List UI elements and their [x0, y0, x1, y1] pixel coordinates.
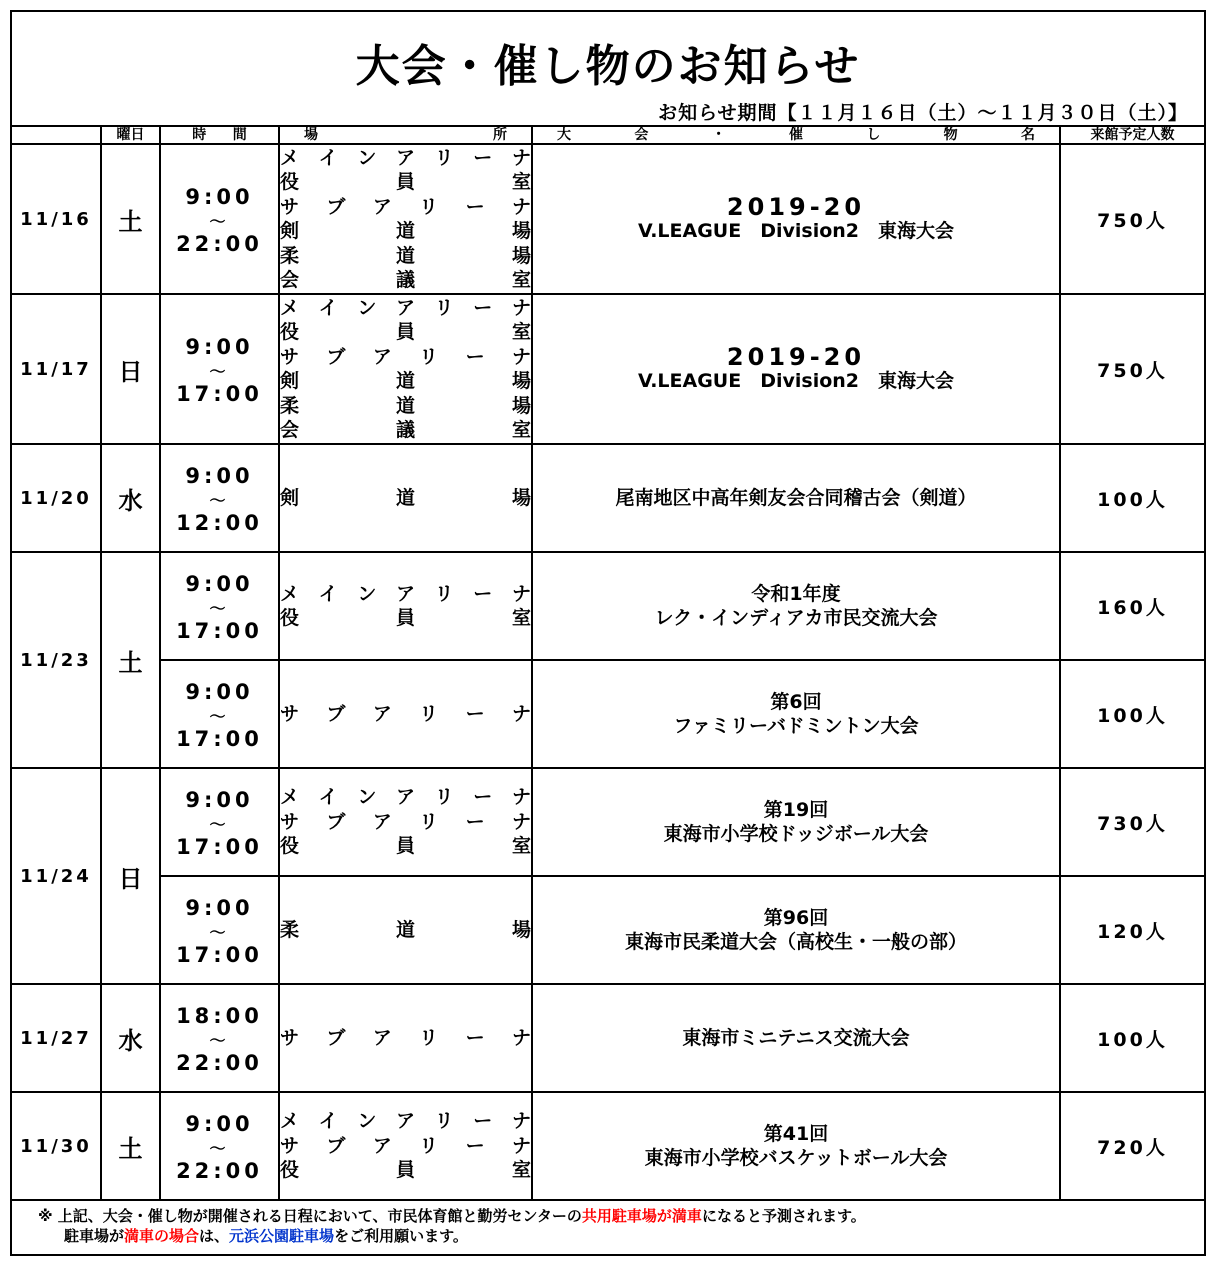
day-of-week-cell: 日	[101, 768, 160, 984]
place-char: リ	[434, 786, 454, 809]
place-char: ー	[465, 1026, 485, 1049]
attendance-cell: 120人	[1060, 876, 1204, 984]
place-char: 剣	[280, 486, 300, 509]
notice-text: をご利用願います。	[334, 1227, 468, 1245]
event-line: 2019-20	[726, 193, 866, 221]
place-char: ー	[465, 810, 485, 833]
event-name-cell	[532, 768, 1060, 876]
place-name	[280, 418, 531, 443]
place-name	[280, 810, 531, 835]
table-row	[12, 144, 1204, 294]
place-name	[280, 394, 531, 419]
place-name	[280, 244, 531, 269]
time-range	[161, 1108, 278, 1185]
place-name	[280, 369, 531, 394]
place-char: 柔	[280, 918, 300, 941]
attendance-cell: 750人	[1060, 144, 1204, 294]
place-char: 議	[395, 269, 415, 291]
event-line: 2019-20	[726, 343, 866, 371]
attendance-cell: 100人	[1060, 660, 1204, 768]
table-row	[12, 660, 1204, 768]
header-char: し	[866, 127, 881, 143]
place-char: イ	[318, 582, 338, 605]
place-char: 場	[511, 370, 531, 392]
end-time: 22:00	[176, 1158, 263, 1183]
place-char: ナ	[511, 786, 531, 809]
place-char: ア	[395, 1110, 415, 1133]
place-char: 道	[395, 486, 415, 509]
event-line: 東海市小学校ドッジボール大会	[663, 823, 929, 845]
place-char: 員	[395, 171, 415, 193]
table-row	[12, 294, 1204, 444]
place-char: 員	[395, 607, 415, 629]
place-name	[280, 486, 531, 511]
start-time: 9:00	[185, 334, 254, 359]
day-of-week-cell: 土	[101, 552, 160, 768]
event-line: V.LEAGUE Division2 東海大会	[637, 220, 955, 242]
date-cell: 11/27	[12, 984, 101, 1092]
place-char: ン	[357, 146, 377, 169]
place-char: ア	[395, 296, 415, 319]
place-char: 道	[395, 244, 415, 267]
place-name	[280, 268, 531, 293]
header-char: 時	[192, 127, 207, 143]
event-line: ファミリーバドミントン大会	[673, 715, 919, 737]
end-time: 17:00	[176, 381, 263, 406]
end-time: 22:00	[176, 1050, 263, 1075]
header-char: 間	[232, 127, 247, 143]
time-separator: ～	[209, 598, 230, 618]
time-cell	[160, 552, 279, 660]
start-time: 9:00	[185, 787, 254, 812]
parking-notice	[38, 1206, 866, 1246]
place-char: ナ	[511, 146, 531, 169]
place-char: ー	[473, 146, 493, 169]
place-char: ナ	[511, 1026, 531, 1049]
place-name	[280, 146, 531, 171]
place-char: ー	[465, 195, 485, 218]
place-char: リ	[419, 810, 439, 833]
place-char: ア	[395, 582, 415, 605]
time-cell	[160, 660, 279, 768]
place-char: メ	[280, 582, 300, 605]
time-separator: ～	[209, 211, 230, 231]
day-of-week-cell: 土	[101, 144, 160, 294]
place-char: メ	[280, 786, 300, 809]
attendance-cell: 720人	[1060, 1092, 1204, 1200]
place-name	[280, 785, 531, 810]
place-name	[280, 1158, 531, 1183]
attendance-cell: 100人	[1060, 984, 1204, 1092]
place-char: 員	[395, 321, 415, 343]
place-char: ナ	[511, 1134, 531, 1157]
place-char: メ	[280, 296, 300, 319]
start-time: 18:00	[176, 1003, 263, 1028]
place-char: 役	[280, 171, 300, 193]
place-char: 員	[395, 835, 415, 858]
place-char: リ	[419, 1134, 439, 1157]
place-name	[280, 320, 531, 345]
header-place	[279, 126, 532, 144]
end-time: 17:00	[176, 942, 263, 967]
table-header-row	[12, 126, 1204, 144]
header-char: 会	[634, 127, 649, 143]
place-char: 場	[511, 244, 531, 267]
event-name-cell	[532, 552, 1060, 660]
place-char: 室	[511, 607, 531, 629]
time-separator: ～	[209, 922, 230, 942]
place-char: ア	[372, 1026, 392, 1049]
place-char: 議	[395, 419, 415, 441]
place-char: ブ	[326, 810, 346, 833]
place-char: ア	[372, 702, 392, 725]
place-char: メ	[280, 1110, 300, 1133]
place-char: リ	[434, 1110, 454, 1133]
attendance-cell: 160人	[1060, 552, 1204, 660]
place-cell	[279, 444, 532, 552]
time-range	[161, 1000, 278, 1077]
notice-line-2	[38, 1226, 866, 1246]
start-time: 9:00	[185, 679, 254, 704]
notice-text: は、	[199, 1227, 230, 1245]
place-name	[280, 219, 531, 244]
place-char: ナ	[511, 345, 531, 368]
event-name-cell	[532, 444, 1060, 552]
header-char: 大	[557, 127, 571, 143]
time-separator: ～	[209, 814, 230, 834]
place-name	[280, 170, 531, 195]
time-range	[161, 892, 278, 969]
event-line: 第41回	[763, 1123, 829, 1145]
place-char: ー	[465, 702, 485, 725]
place-char: イ	[318, 786, 338, 809]
place-char: ブ	[326, 1134, 346, 1157]
start-time: 9:00	[185, 1111, 254, 1136]
time-cell	[160, 768, 279, 876]
notice-text: 駐車場が	[64, 1227, 125, 1245]
table-row	[12, 768, 1204, 876]
event-name-cell	[532, 984, 1060, 1092]
page-title: 大会・催し物のお知らせ	[355, 41, 861, 92]
end-time: 12:00	[176, 510, 263, 535]
header-char: 催	[788, 127, 803, 143]
place-name	[280, 834, 531, 859]
place-char: ー	[473, 1110, 493, 1133]
place-char: 室	[511, 321, 531, 343]
place-char: ブ	[326, 702, 346, 725]
event-line: レク・インディアカ市民交流大会	[654, 607, 938, 629]
date-cell: 11/24	[12, 768, 101, 984]
place-char: ア	[395, 146, 415, 169]
time-cell	[160, 876, 279, 984]
notice-highlight-blue: 元浜公園駐車場	[229, 1227, 335, 1245]
place-char: 室	[511, 1159, 531, 1182]
place-char: 道	[395, 220, 415, 242]
place-char: 柔	[280, 244, 300, 267]
place-name	[280, 1026, 531, 1051]
place-char: ナ	[511, 582, 531, 605]
place-char: ー	[473, 582, 493, 605]
place-char: サ	[280, 1134, 300, 1157]
place-char: ン	[357, 1110, 377, 1133]
place-char: 役	[280, 607, 300, 629]
time-range	[161, 676, 278, 753]
end-time: 17:00	[176, 618, 263, 643]
place-char: 剣	[280, 370, 300, 392]
place-char: リ	[419, 1026, 439, 1049]
place-name	[280, 345, 531, 370]
place-char: リ	[419, 345, 439, 368]
time-cell	[160, 1092, 279, 1200]
event-name-cell	[532, 144, 1060, 294]
time-separator: ～	[209, 706, 230, 726]
event-name-cell	[532, 294, 1060, 444]
place-char: リ	[419, 702, 439, 725]
place-char: リ	[419, 195, 439, 218]
day-of-week-cell: 水	[101, 444, 160, 552]
place-char: 柔	[280, 394, 300, 417]
day-of-week-cell: 土	[101, 1092, 160, 1200]
time-cell	[160, 984, 279, 1092]
start-time: 9:00	[185, 463, 254, 488]
time-range	[161, 181, 278, 258]
event-name-cell	[532, 660, 1060, 768]
header-date	[12, 126, 101, 144]
header-char: 名	[1020, 127, 1035, 143]
notice-frame	[10, 10, 1206, 1256]
place-cell	[279, 660, 532, 768]
date-cell: 11/30	[12, 1092, 101, 1200]
event-line: 東海市小学校バスケットボール大会	[644, 1147, 948, 1169]
place-char: サ	[280, 702, 300, 725]
place-char: サ	[280, 195, 300, 218]
place-char: リ	[434, 296, 454, 319]
time-cell	[160, 444, 279, 552]
header-char: 場	[304, 127, 318, 143]
place-char: イ	[318, 1110, 338, 1133]
place-char: サ	[280, 1026, 300, 1049]
header-char: ・	[711, 127, 726, 143]
time-range	[161, 331, 278, 408]
place-char: 剣	[280, 220, 300, 242]
place-char: ー	[473, 786, 493, 809]
place-char: ー	[465, 345, 485, 368]
table-row	[12, 444, 1204, 552]
date-cell: 11/16	[12, 144, 101, 294]
place-char: ナ	[511, 810, 531, 833]
event-line: 尾南地区中高年剣友会合同稽古会（剣道）	[615, 487, 977, 509]
place-char: ー	[465, 1134, 485, 1157]
day-of-week-cell: 水	[101, 984, 160, 1092]
table-row	[12, 876, 1204, 984]
place-char: ア	[372, 195, 392, 218]
place-char: イ	[318, 146, 338, 169]
place-char: ア	[372, 345, 392, 368]
place-char: 室	[511, 419, 531, 441]
header-dow: 曜日	[101, 126, 160, 144]
place-char: ア	[395, 786, 415, 809]
date-cell: 11/20	[12, 444, 101, 552]
place-char: ブ	[326, 195, 346, 218]
notice-line-1	[38, 1206, 866, 1226]
place-char: 会	[280, 419, 300, 441]
notice-highlight-red: 満車の場合	[124, 1227, 200, 1245]
time-range	[161, 460, 278, 537]
time-separator: ～	[209, 1138, 230, 1158]
place-char: ン	[357, 296, 377, 319]
place-char: 道	[395, 918, 415, 941]
start-time: 9:00	[185, 895, 254, 920]
place-char: ナ	[511, 296, 531, 319]
start-time: 9:00	[185, 571, 254, 596]
place-cell	[279, 1092, 532, 1200]
end-time: 17:00	[176, 726, 263, 751]
table-row	[12, 552, 1204, 660]
attendance-cell: 750人	[1060, 294, 1204, 444]
place-char: ア	[372, 1134, 392, 1157]
place-char: 場	[511, 918, 531, 941]
place-char: ブ	[326, 1026, 346, 1049]
place-name	[280, 918, 531, 943]
place-cell	[279, 294, 532, 444]
place-char: 役	[280, 835, 300, 858]
place-char: ナ	[511, 702, 531, 725]
place-char: ナ	[511, 1110, 531, 1133]
event-line: 東海市ミニテニス交流大会	[682, 1027, 910, 1049]
place-name	[280, 1109, 531, 1134]
attendance-cell: 100人	[1060, 444, 1204, 552]
place-char: 役	[280, 1159, 300, 1182]
time-cell	[160, 294, 279, 444]
place-char: サ	[280, 810, 300, 833]
place-char: 場	[511, 394, 531, 417]
event-line: 第96回	[763, 907, 829, 929]
day-of-week-cell: 日	[101, 294, 160, 444]
header-char: 物	[943, 127, 958, 143]
header-event	[532, 126, 1060, 144]
date-cell: 11/23	[12, 552, 101, 768]
place-cell	[279, 876, 532, 984]
place-name	[280, 296, 531, 321]
event-name-cell	[532, 876, 1060, 984]
event-name-cell	[532, 1092, 1060, 1200]
place-cell	[279, 984, 532, 1092]
time-separator: ～	[209, 490, 230, 510]
place-char: 道	[395, 370, 415, 392]
time-range	[161, 568, 278, 645]
place-cell	[279, 552, 532, 660]
place-char: 室	[511, 269, 531, 291]
place-char: メ	[280, 146, 300, 169]
place-name	[280, 702, 531, 727]
place-name	[280, 1134, 531, 1159]
header-attendance: 来館予定人数	[1060, 126, 1204, 144]
date-cell: 11/17	[12, 294, 101, 444]
event-line: 東海市民柔道大会（高校生・一般の部）	[624, 931, 967, 953]
table-row	[12, 984, 1204, 1092]
place-name	[280, 606, 531, 631]
end-time: 22:00	[176, 231, 263, 256]
notice-period: お知らせ期間【１１月１６日（土）～１１月３０日（土）】	[658, 102, 1188, 124]
place-name	[280, 195, 531, 220]
place-char: 場	[511, 220, 531, 242]
time-range	[161, 784, 278, 861]
place-char: ア	[372, 810, 392, 833]
place-char: 役	[280, 321, 300, 343]
place-char: ブ	[326, 345, 346, 368]
table-row	[12, 1092, 1204, 1200]
start-time: 9:00	[185, 184, 254, 209]
notice-highlight-red: 共用駐車場が満車	[581, 1207, 702, 1225]
header-char: 所	[493, 127, 507, 143]
event-line: 第19回	[763, 799, 829, 821]
place-char: ン	[357, 786, 377, 809]
place-name	[280, 582, 531, 607]
notice-text: になると予測されます。	[701, 1207, 866, 1225]
place-char: 道	[395, 394, 415, 417]
notice-text: ※ 上記、大会・催し物が開催される日程において、市民体育館と勤労センターの	[38, 1207, 582, 1225]
event-line: 第6回	[770, 691, 822, 713]
place-char: サ	[280, 345, 300, 368]
place-cell	[279, 144, 532, 294]
event-line: 令和1年度	[751, 583, 841, 605]
place-char: 室	[511, 835, 531, 858]
end-time: 17:00	[176, 834, 263, 859]
place-char: 員	[395, 1159, 415, 1182]
event-schedule-table	[12, 125, 1204, 1201]
place-cell	[279, 768, 532, 876]
attendance-cell: 730人	[1060, 768, 1204, 876]
place-char: リ	[434, 582, 454, 605]
place-char: 室	[511, 171, 531, 193]
time-separator: ～	[209, 1030, 230, 1050]
place-char: イ	[318, 296, 338, 319]
header-time	[160, 126, 279, 144]
place-char: ナ	[511, 195, 531, 218]
place-char: ー	[473, 296, 493, 319]
time-cell	[160, 144, 279, 294]
event-line: V.LEAGUE Division2 東海大会	[637, 370, 955, 392]
place-char: ン	[357, 582, 377, 605]
time-separator: ～	[209, 361, 230, 381]
place-char: リ	[434, 146, 454, 169]
place-char: 会	[280, 269, 300, 291]
place-char: 場	[511, 486, 531, 509]
